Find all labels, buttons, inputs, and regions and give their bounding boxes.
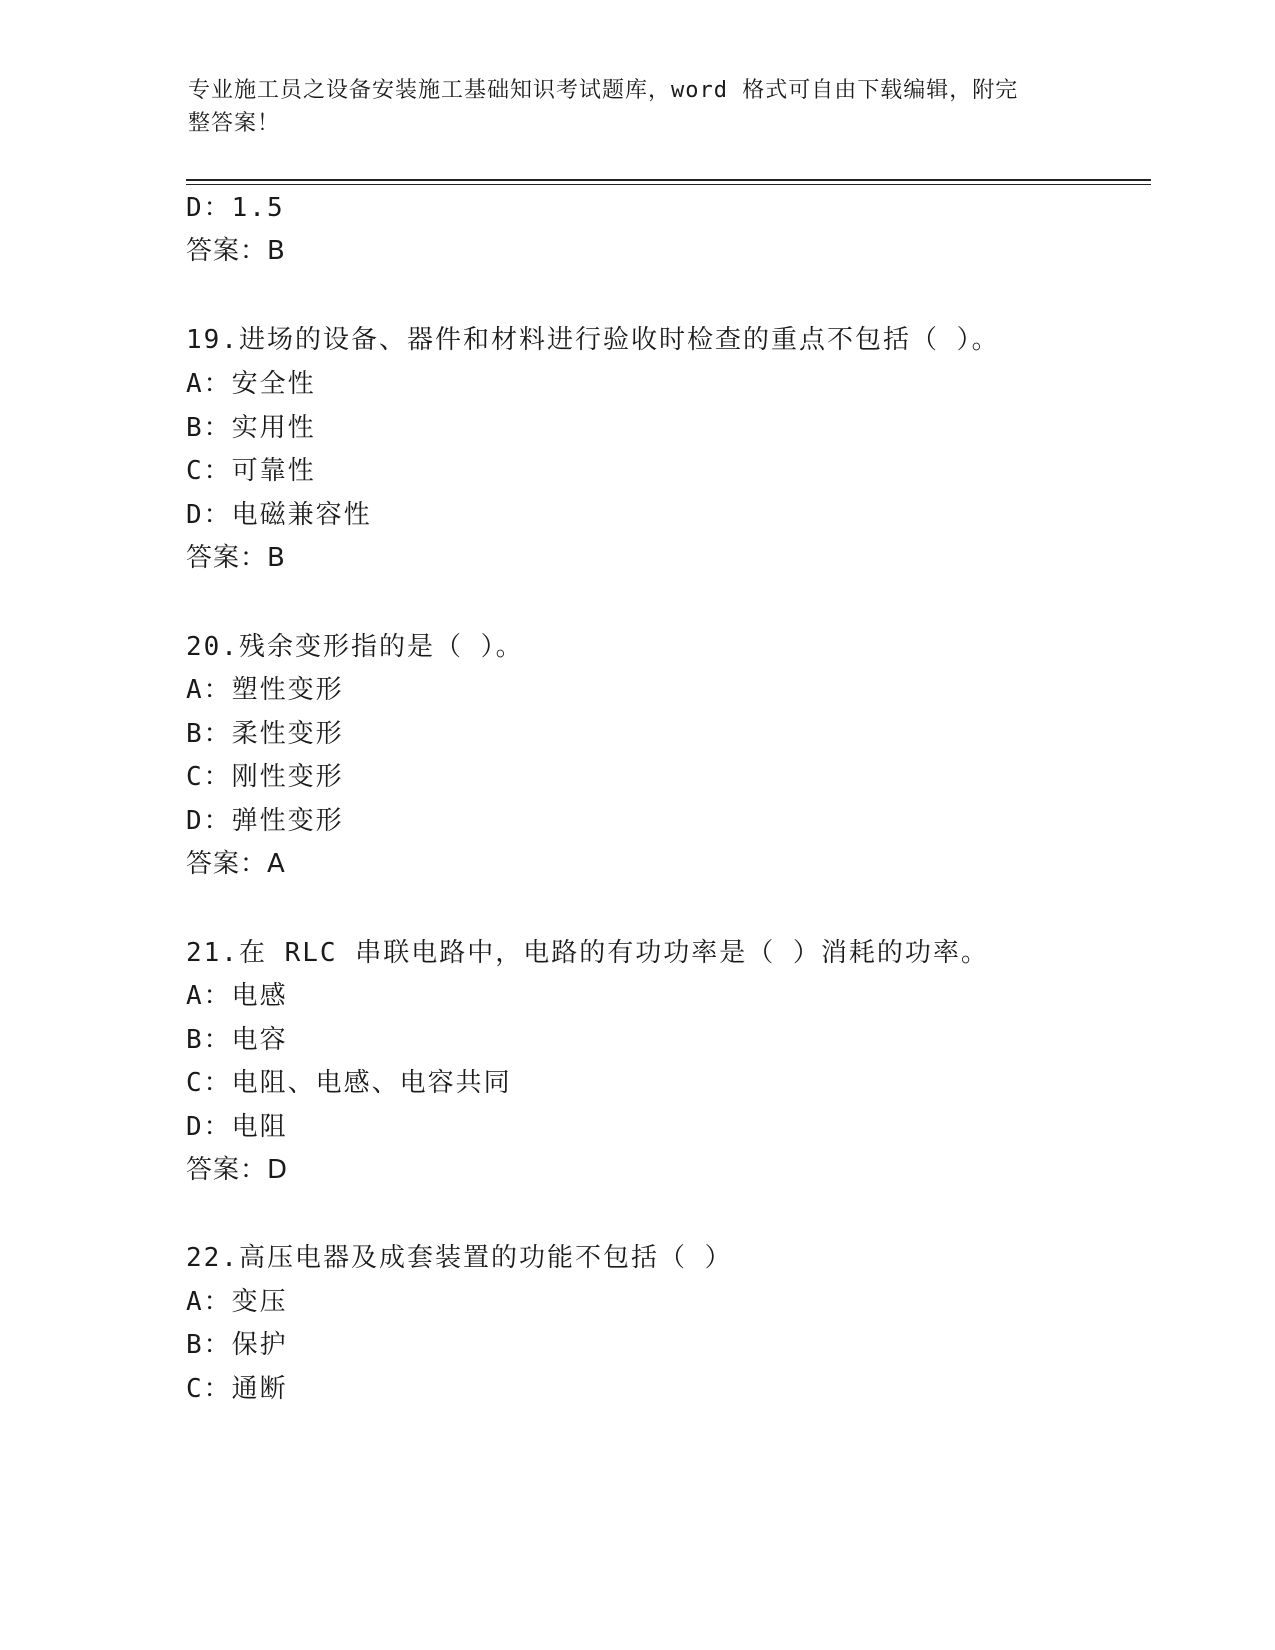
option-line: B：柔性变形 [186,719,344,749]
document-header [188,74,1068,140]
option-line: B：实用性 [186,413,316,443]
option-line: C：刚性变形 [186,762,344,792]
option-line: A：塑性变形 [186,675,344,705]
option-line: D：1.5 [186,193,285,223]
option-line: C：通断 [186,1374,288,1404]
option-line: A：安全性 [186,369,316,399]
option-line: B：保护 [186,1330,288,1360]
question-line: 19.进场的设备、器件和材料进行验收时检查的重点不包括（ ）。 [186,325,1000,355]
header-divider-thin [186,184,1151,185]
answer-line: 答案：D [186,1155,289,1185]
header-divider-thick [186,179,1151,181]
option-line: C：电阻、电感、电容共同 [186,1068,512,1098]
option-line: D：电阻 [186,1112,288,1142]
option-line: D：弹性变形 [186,806,344,836]
option-line: D：电磁兼容性 [186,500,372,530]
option-line: B：电容 [186,1025,288,1055]
question-line: 22.高压电器及成套装置的功能不包括（ ） [186,1243,733,1273]
option-line: A：电感 [186,981,288,1011]
header-line-1: 专业施工员之设备安装施工基础知识考试题库，word 格式可自由下载编辑，附完 [188,78,1019,103]
question-line: 21.在 RLC 串联电路中，电路的有功功率是（ ）消耗的功率。 [186,938,989,968]
answer-line: 答案：B [186,236,286,266]
option-line: C：可靠性 [186,456,316,486]
header-line-2: 整答案！ [188,111,281,136]
answer-line: 答案：A [186,849,286,879]
answer-line: 答案：B [186,543,286,573]
question-line: 20.残余变形指的是（ ）。 [186,632,524,662]
option-line: A：变压 [186,1287,288,1317]
